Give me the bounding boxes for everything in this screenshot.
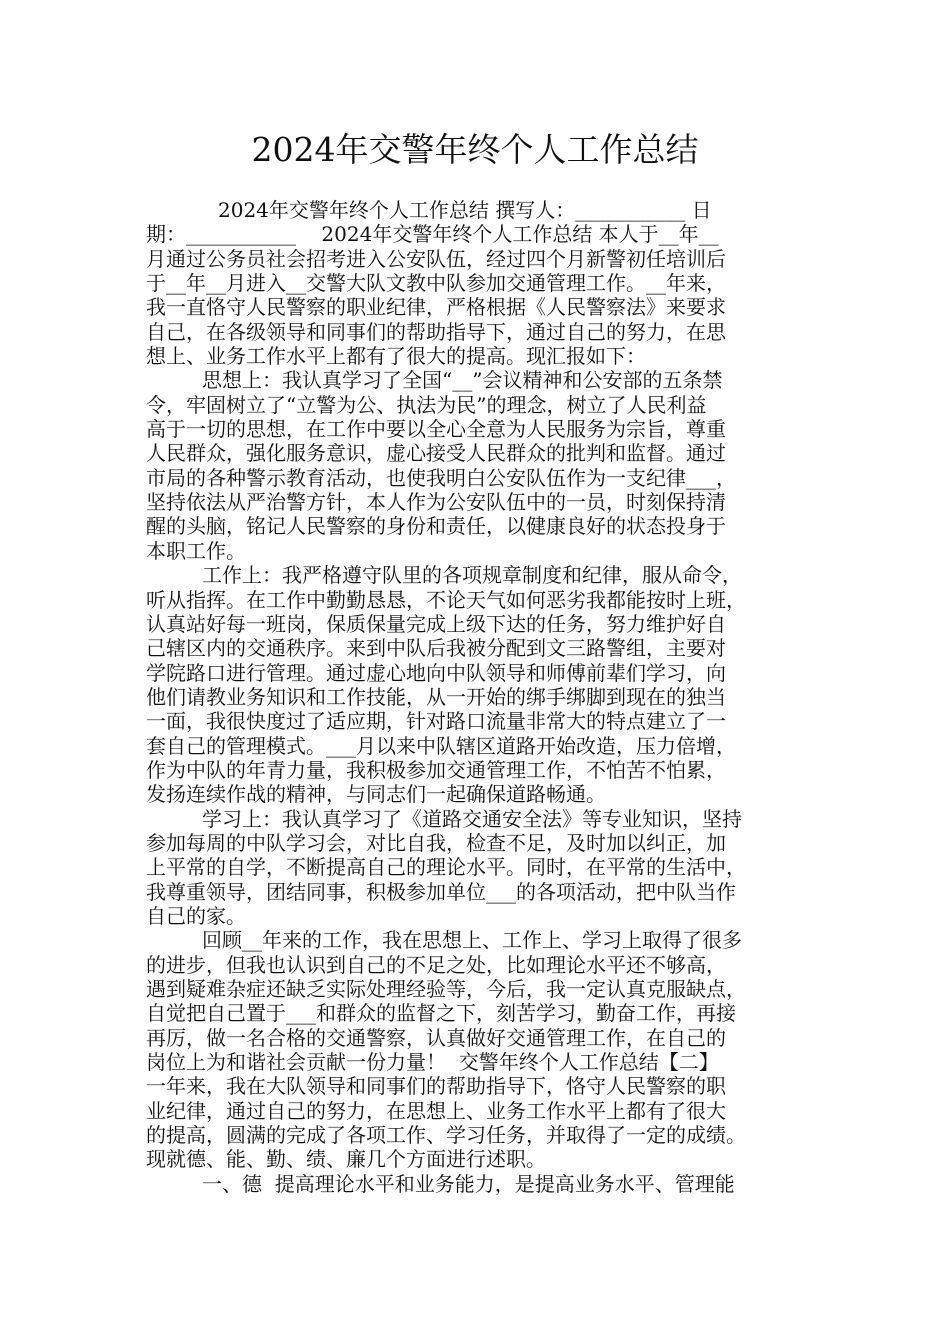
body-line: 坚持依法从严治警方针，本人作为公安队伍中的一员，时刻保持清 (146, 490, 726, 515)
body-line: 套自己的管理模式。___月以来中队辖区道路开始改造，压力倍增， (146, 733, 736, 758)
body-line: 月通过公务员社会招考进入公安队伍，经过四个月新警初任培训后 (146, 246, 726, 271)
body-line: 于__年__月进入__交警大队文教中队参加交通管理工作。__年来， (146, 271, 726, 296)
body-line: 思想上：我认真学习了全国“__”会议精神和公安部的五条禁 (202, 368, 723, 393)
body-line: 想上、业务工作水平上都有了很大的提高。现汇报如下： (146, 344, 646, 369)
body-line: 现就德、能、勤、绩、廉几个方面进行述职。 (146, 1147, 546, 1172)
body-line: 认真站好每一班岗，保质保量完成上级下达的任务，努力维护好自 (146, 611, 726, 636)
body-line: 作为中队的年青力量，我积极参加交通管理工作，不怕苦不怕累， (146, 757, 726, 782)
body-line: 一面，我很快度过了适应期，针对路口流量非常大的特点建立了一 (146, 709, 726, 734)
body-line: 学习上：我认真学习了《道路交通安全法》等专业知识，坚持 (202, 806, 742, 831)
body-line: 业纪律，通过自己的努力，在思想上、业务工作水平上都有了很大 (146, 1098, 726, 1123)
body-line: 我尊重领导，团结同事，积极参加单位___的各项活动，把中队当作 (146, 879, 736, 904)
body-line: 本职工作。 (146, 538, 246, 563)
body-line: 我一直恪守人民警察的职业纪律，严格根据《人民警察法》来要求 (146, 295, 726, 320)
body-line: 自己，在各级领导和同事们的帮助指导下，通过自己的努力，在思 (146, 319, 726, 344)
body-line: 上平常的自学，不断提高自己的理论水平。同时，在平常的生活中， (146, 855, 746, 880)
body-line: 工作上：我严格遵守队里的各项规章制度和纪律，服从命令， (202, 563, 742, 588)
body-line: 他们请教业务知识和工作技能，从一开始的绑手绑脚到现在的独当 (146, 684, 726, 709)
body-line: 再厉，做一名合格的交通警察，认真做好交通管理工作，在自己的 (146, 1025, 726, 1050)
body-line: 令，牢固树立了“立警为公、执法为民”的理念，树立了人民利益 (146, 392, 707, 417)
body-line: 自己的家。 (146, 903, 246, 928)
body-line: 学院路口进行管理。通过虚心地向中队领导和师傅前辈们学习，向 (146, 660, 726, 685)
body-line: 遇到疑难杂症还缺乏实际处理经验等，今后，我一定认真克服缺点， (146, 977, 746, 1001)
body-line: 市局的各种警示教育活动，也使我明白公安队伍作为一支纪律___， (146, 465, 736, 490)
body-line: 一、德 提高理论水平和业务能力，是提高业务水平、管理能 (202, 1171, 735, 1196)
body-line: 期：___________ 2024年交警年终个人工作总结 本人于__年__ (146, 222, 719, 247)
body-line: 自觉把自己置于___和群众的监督之下，刻苦学习，勤奋工作，再接 (146, 1001, 736, 1026)
document-title: 2024年交警年终个人工作总结 (251, 130, 699, 169)
body-line: 人民群众，强化服务意识，虚心接受人民群众的批判和监督。通过 (146, 441, 726, 466)
document-body (146, 198, 810, 1196)
body-line: 发扬连续作战的精神，与同志们一起确保道路畅通。 (146, 782, 606, 807)
body-line: 2024年交警年终个人工作总结 撰写人：___________ 日 (218, 198, 712, 222)
body-line: 高于一切的思想，在工作中要以全心全意为人民服务为宗旨，尊重 (146, 417, 726, 442)
body-line: 回顾__年来的工作，我在思想上、工作上、学习上取得了很多 (202, 928, 742, 953)
body-line: 听从指挥。在工作中勤勤恳恳，不论天气如何恶劣我都能按时上班， (146, 587, 746, 612)
body-line: 的提高，圆满的完成了各项工作、学习任务，并取得了一定的成绩。 (146, 1123, 746, 1148)
body-line: 醒的头脑，铭记人民警察的身份和责任，以健康良好的状态投身于 (146, 514, 726, 539)
body-line: 参加每周的中队学习会，对比自我，检查不足，及时加以纠正，加 (146, 830, 726, 855)
body-line: 岗位上为和谐社会贡献一份力量！ 交警年终个人工作总结【二】 (146, 1050, 719, 1075)
body-line: 一年来，我在大队领导和同事们的帮助指导下，恪守人民警察的职 (146, 1074, 726, 1099)
body-line: 己辖区内的交通秩序。来到中队后我被分配到文三路警组，主要对 (146, 636, 726, 661)
body-line: 的进步，但我也认识到自己的不足之处，比如理论水平还不够高， (146, 952, 726, 977)
